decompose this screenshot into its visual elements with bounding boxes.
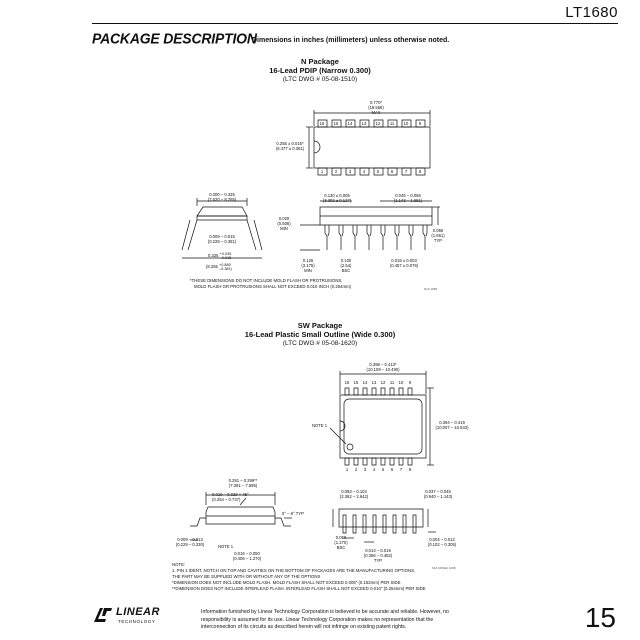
sw-chamfer-dim: 0.010 – 0.029 × 45° (0.254 – 0.737) [212, 492, 249, 502]
sw-pin-4: 4 [372, 467, 376, 472]
page-number: 15 [584, 602, 616, 633]
sw-body-width-dim: 0.291 – 0.299** (7.391 – 7.595) [228, 478, 258, 488]
n-pin-6: 6 [390, 169, 394, 174]
sw-package-name: SW Package [297, 321, 343, 330]
sw-pin-2: 2 [354, 467, 358, 472]
sw-pitch-dim: 0.050 (1.270) BSC [334, 535, 348, 550]
n-pin-3: 3 [348, 169, 352, 174]
n-package-notes: *THESE DIMENSIONS DO NOT INCLUDE MOLD FLASH OR PROTRUSIONS. MOLD FLASH OR PROTRUSIONS SHALL NOT EXCEED 0.010 INCH (0.254mm) [190, 278, 352, 289]
n-package-subtitle: 16-Lead PDIP (Narrow 0.300) [269, 66, 371, 75]
n-pin-13: 13 [361, 121, 367, 126]
n-pin-5: 5 [376, 169, 380, 174]
n-pin-16: 16 [319, 121, 325, 126]
n-pin-1: 1 [320, 169, 324, 174]
n-body-height-dim: 0.130 ± 0.005 (3.302 ± 0.127) [322, 193, 352, 203]
n-lead-spread-mm-dim: (8.255 +0.889 –0.381) [206, 263, 232, 271]
n-pin-9: 9 [418, 121, 422, 126]
sw-top-leads [345, 388, 412, 465]
n-package-name: N Package [301, 57, 339, 66]
sw-pin-9: 9 [408, 380, 412, 385]
n-pin-2: 2 [334, 169, 338, 174]
n-pin-10: 10 [403, 121, 409, 126]
sw-standoff-dim: 0.037 – 0.045 (0.940 – 1.143) [423, 489, 453, 499]
sw-end-body [206, 507, 275, 524]
part-number: LT1680 [565, 4, 618, 21]
sw-lead-angle-dim: 0° – 8° TYP [282, 511, 304, 516]
n-pin-11: 11 [389, 121, 395, 126]
section-note: Dimensions in inches (millimeters) unless otherwise noted. [252, 37, 450, 44]
sw-foot-dim: 0.016 – 0.050 (0.406 – 1.270) [232, 551, 262, 561]
n-pin-15: 15 [333, 121, 339, 126]
sw-pin-14: 14 [362, 380, 368, 385]
logo-subtext: TECHNOLOGY [118, 619, 156, 624]
sw-length-dim: 0.398 – 0.413* (10.109 – 10.490) [366, 362, 400, 372]
n-lead-width-dim: 0.018 ± 0.003 (0.457 ± 0.076) [389, 258, 419, 268]
n-shoulder-dim: 0.065 (1.651) TYP [431, 228, 445, 243]
n-row-spacing-dim: 0.300 – 0.325 (7.620 – 8.255) [207, 192, 237, 202]
sw-pin-10: 10 [398, 380, 404, 385]
n-pin-4: 4 [362, 169, 366, 174]
sw-pin-16: 16 [344, 380, 350, 385]
sw-package-notes: NOTE: 1. PIN 1 IDENT, NOTCH ON TOP AND CAVITIES ON THE BOTTOM OF PACKAGES ARE THE MANUFACTURING OPTIONS. THE PART MAY BE SUPPLIED WITH OR WITHOUT ANY OF THE OPTIONS *DIMENSION DOES NOT INCLUDE MOLD FLASH. MOLD FLASH SHALL NOT EXCEED 0.006" (0.152mm) PER SIDE **DIMENSION DOES NOT INCLUDE INTERLEAD FLASH. INTERLEAD FLASH SHALL NOT EXCEED 0.010" (0.254mm) PER SIDE [172, 562, 426, 591]
sw-pin-1: 1 [345, 467, 349, 472]
n-pin-14: 14 [347, 121, 353, 126]
sw-package-subtitle: 16-Lead Plastic Small Outline (Wide 0.300) [244, 330, 396, 339]
sw-side-body [339, 509, 423, 527]
sw-side-leads [343, 515, 416, 533]
sw-package-dwg: (LTC DWG # 05-08-1620) [282, 340, 358, 347]
sw-pin-6: 6 [390, 467, 394, 472]
sw-lead-thick-dim: 0.009 – 0.013 (0.229 – 0.330) [175, 537, 205, 547]
sw-pin-3: 3 [363, 467, 367, 472]
sw-dwg-code: S16 (WIDE) 1098 [432, 566, 456, 570]
logo-text: LINEAR [116, 606, 160, 618]
sw-pin-11: 11 [389, 380, 395, 385]
n-pin-7: 7 [404, 169, 408, 174]
sw-width-dim: 0.394 – 0.419 (10.007 – 10.643) [435, 420, 469, 430]
sw-note1-end: NOTE 1 [218, 544, 234, 549]
n-pitch-dim: 0.100 (2.54) BSC [340, 258, 352, 273]
n-end-gap-dim: 0.045 – 0.065 (1.143 – 1.651) [393, 193, 423, 203]
sw-pin-13: 13 [371, 380, 377, 385]
sw-clearance-dim: 0.004 – 0.012 (0.102 – 0.305) [427, 537, 457, 547]
sw-pin-12: 12 [380, 380, 386, 385]
footer-disclaimer: Information furnished by Linear Technology Corporation is believed to be accurate and reliable. However, no responsibility is assumed for its use. Linear Technology Corporation makes no representation that the interconnection of its circuits as described herein will not infringe on existing patent rights. [201, 609, 449, 630]
sw-pin1-dot [347, 444, 353, 450]
sw-pin-8: 8 [408, 467, 412, 472]
n-package-dwg: (LTC DWG # 05-08-1510) [282, 76, 358, 83]
n-pin-8: 8 [418, 169, 422, 174]
sw-pin-7: 7 [399, 467, 403, 472]
linear-logo-icon [92, 606, 114, 624]
sw-body-height-dim: 0.093 – 0.104 (2.362 – 2.642) [339, 489, 369, 499]
n-length-dim: 0.770* (19.558) MAX [368, 100, 384, 115]
n-lead-length-dim: 0.125 (3.175) MIN [301, 258, 315, 273]
sw-note1-label: NOTE 1 [312, 423, 328, 428]
n-pin-12: 12 [375, 121, 381, 126]
section-title: PACKAGE DESCRIPTION [92, 29, 257, 47]
sw-pin-15: 15 [353, 380, 359, 385]
n-seating-dim: 0.020 (0.508) MIN [277, 216, 291, 231]
n-lead-thickness-dim: 0.009 – 0.015 (0.229 – 0.381) [207, 234, 237, 244]
n-width-dim: 0.255 ± 0.015* (6.477 ± 0.381) [275, 141, 305, 151]
sw-lead-width-dim: 0.014 – 0.019 (0.356 – 0.482) TYP [363, 548, 393, 563]
n-lead-spread-dim: 0.325 +0.035 –0.015 [208, 252, 232, 260]
n-dwg-code: N16 1098 [424, 287, 438, 291]
sw-pin-5: 5 [381, 467, 385, 472]
